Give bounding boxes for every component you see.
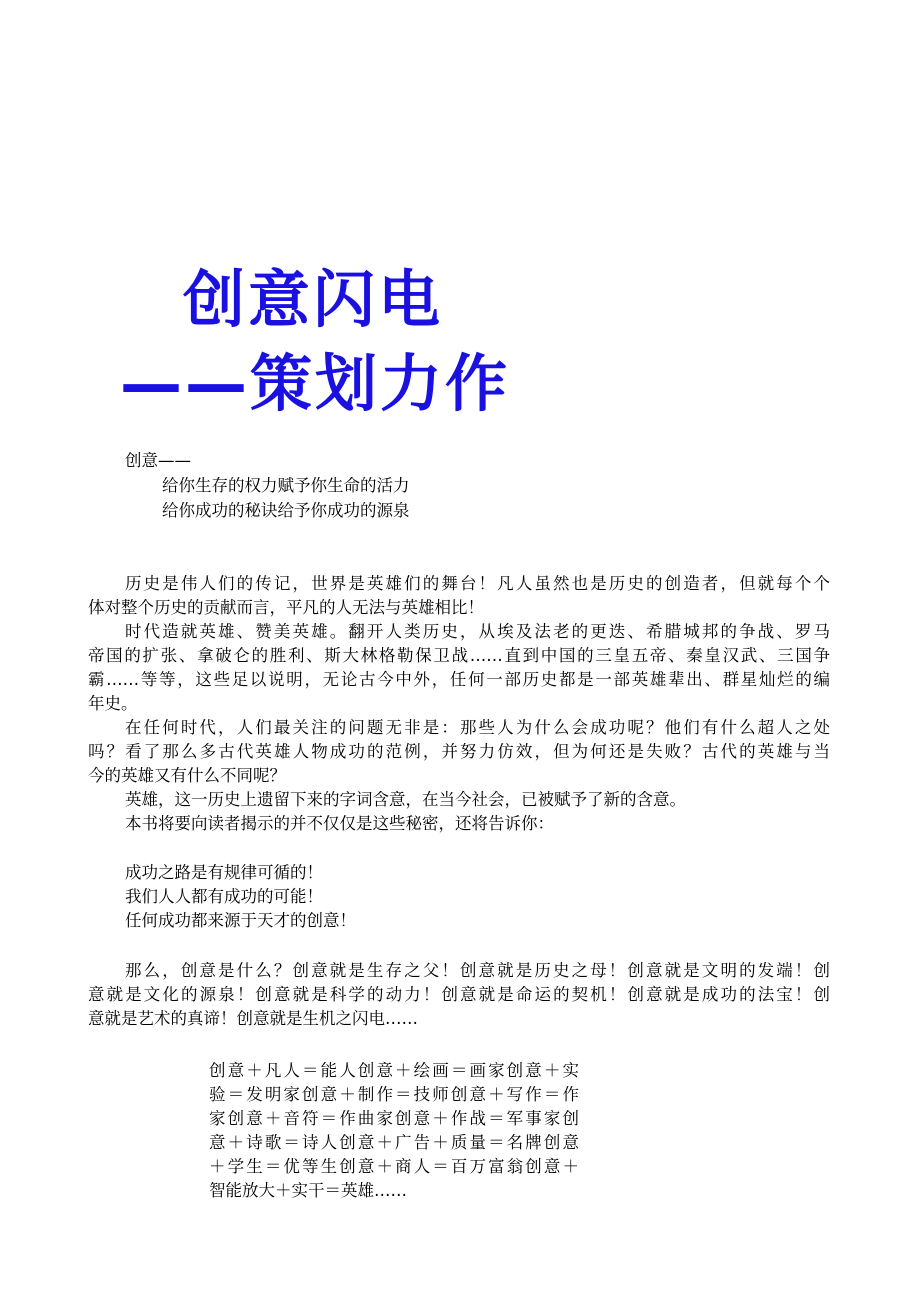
- formula-block: [209, 1060, 579, 1210]
- formula-line: 意＋诗歌＝诗人创意＋广告＋质量＝名牌创意: [209, 1133, 579, 1152]
- paragraph-3-line: 吗？看了那么多古代英雄人物成功的范例，并努力仿效，但为何还是失败？古代的英雄与当: [88, 742, 830, 761]
- paragraph-2-line: 霸……等等，这些足以说明，无论古今中外，任何一部历史都是一部英雄辈出、群星灿烂的编: [88, 670, 830, 689]
- title-line-2: ——策划力作: [120, 347, 511, 420]
- formula-line: 创意＋凡人＝能人创意＋绘画＝画家创意＋实: [209, 1061, 579, 1080]
- formula-line: ＋学生＝优等生创意＋商人＝百万富翁创意＋: [209, 1157, 579, 1176]
- paragraph-3-line: 今的英雄又有什么不同呢？: [88, 766, 286, 785]
- title-line-1: 创意闪电: [183, 263, 444, 336]
- paragraph-6-line: 意就是艺术的真谛！创意就是生机之闪电……: [88, 1009, 418, 1028]
- paragraph-2-line: 帝国的扩张、拿破仑的胜利、斯大林格勒保卫战……直到中国的三皇五帝、秦皇汉武、三国争: [88, 646, 830, 665]
- paragraph-2-line: 时代造就英雄、赞美英雄。翻开人类历史，从埃及法老的更迭、希腊城邦的争战、罗马: [125, 622, 830, 641]
- body-text: [88, 573, 830, 1033]
- paragraph-3-line: 在任何时代，人们最关注的问题无非是：那些人为什么会成功呢？他们有什么超人之处: [125, 718, 830, 737]
- list-item: 我们人人都有成功的可能！: [125, 887, 323, 906]
- paragraph-5: 本书将要向读者揭示的并不仅仅是这些秘密，还将告诉你：: [125, 814, 554, 833]
- paragraph-6-line: 那么，创意是什么？创意就是生存之父！创意就是历史之母！创意就是文明的发端！创: [125, 961, 830, 980]
- epigraph: [0, 450, 920, 530]
- epigraph-heading: 创意——: [125, 451, 191, 470]
- paragraph-1-line: 历史是伟人们的传记，世界是英雄们的舞台！凡人虽然也是历史的创造者，但就每个个: [125, 574, 830, 593]
- paragraph-2-line: 年史。: [88, 694, 138, 713]
- paragraph-6-line: 意就是文化的源泉！创意就是科学的动力！创意就是命运的契机！创意就是成功的法宝！创: [88, 985, 830, 1004]
- formula-line: 验＝发明家创意＋制作＝技师创意＋写作＝作: [209, 1085, 579, 1104]
- epigraph-line: 给你生存的权力赋予你生命的活力: [162, 476, 410, 495]
- paragraph-1-line: 体对整个历史的贡献而言，平凡的人无法与英雄相比！: [88, 598, 484, 617]
- formula-line: 家创意＋音符＝作曲家创意＋作战＝军事家创: [209, 1109, 579, 1128]
- formula-line: 智能放大＋实干＝英雄……: [209, 1181, 407, 1200]
- list-item: 成功之路是有规律可循的！: [125, 863, 323, 882]
- list-item: 任何成功都来源于天才的创意！: [125, 911, 356, 930]
- paragraph-4: 英雄，这一历史上遗留下来的字词含意，在当今社会，已被赋予了新的含意。: [125, 790, 686, 809]
- epigraph-line: 给你成功的秘诀给予你成功的源泉: [162, 501, 410, 520]
